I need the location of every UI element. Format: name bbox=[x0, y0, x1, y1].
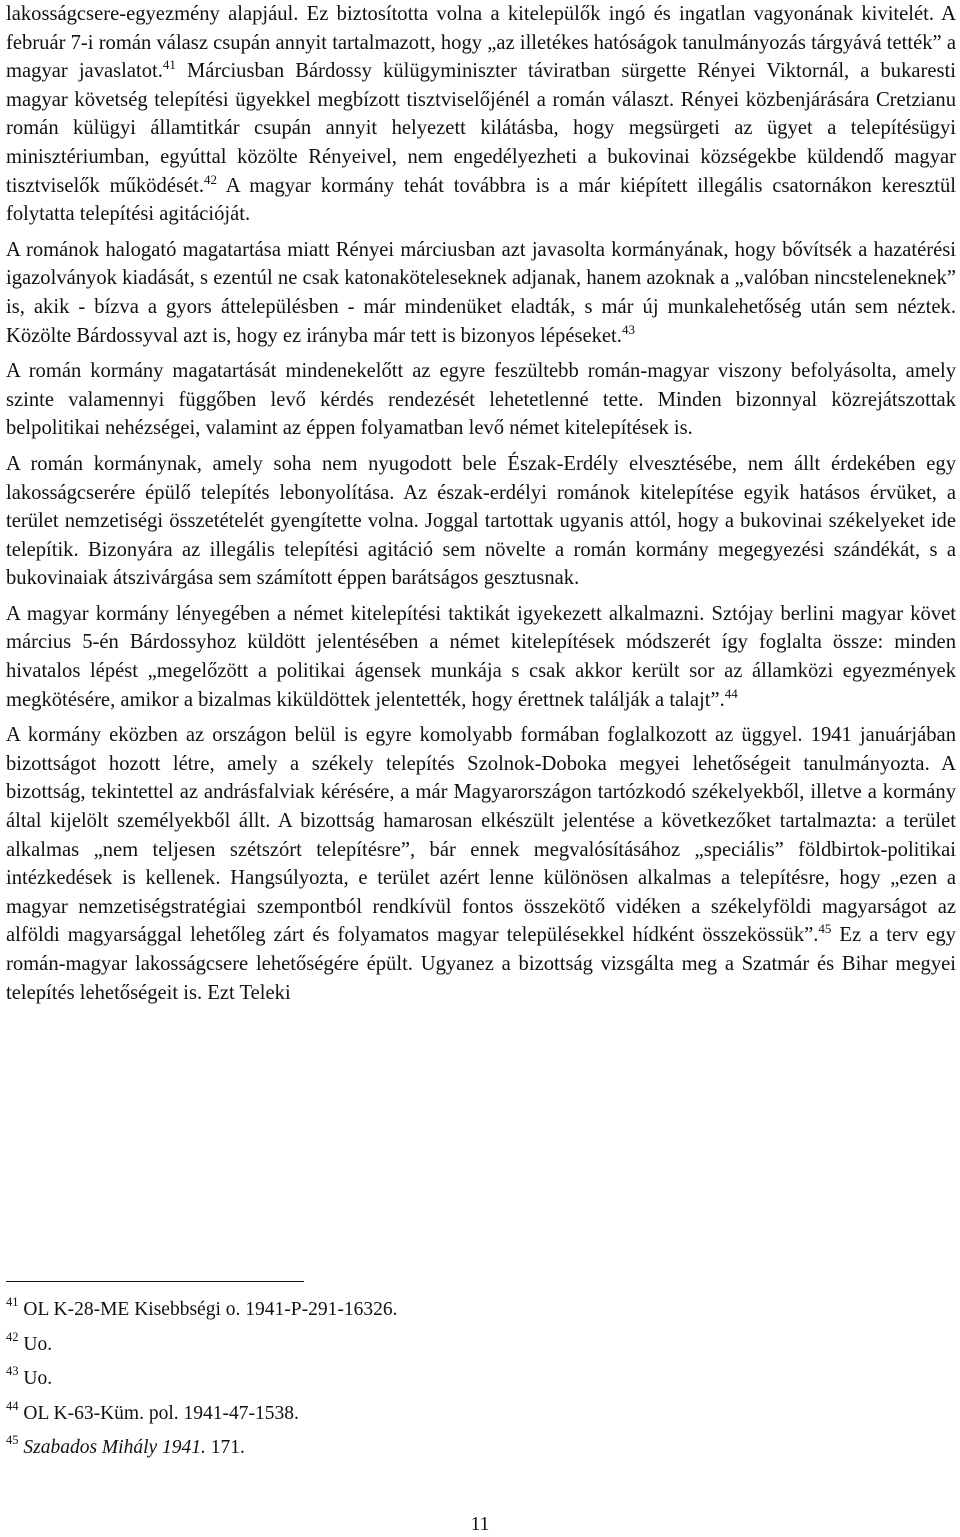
paragraph-text: lakosságcsere-egyezmény alapjául. Ez biztosította volna a kitelepülők ingó és ingatlan vagyonának kivitelét. A február 7-i román válasz csupán annyit tartalmazott, hogy „az illetékes hatóságok tanulmányozás tárgyává tették” a magyar javaslatot. bbox=[6, 3, 956, 83]
paragraph-text: Ez a terv egy román-magyar lakosságcsere lehetőségére épült. Ugyanez a bizottság vizsgálta meg a Szatmár és Bihar megyei telepítés lehetőségeit is. Ezt Teleki bbox=[6, 924, 956, 1004]
paragraph bbox=[6, 600, 956, 714]
footnote bbox=[6, 1293, 706, 1328]
paragraph bbox=[6, 0, 956, 229]
footnote bbox=[6, 1431, 706, 1466]
footnote-text: Uo. bbox=[23, 1333, 53, 1355]
footnote bbox=[6, 1397, 706, 1432]
footnote-number: 45 bbox=[6, 1433, 19, 1447]
paragraph-text: A magyar kormány tehát továbbra is a már kiépített illegális csatornákon keresztül folytatta telepítési agitációját. bbox=[6, 174, 957, 226]
footnote-number: 42 bbox=[6, 1329, 19, 1344]
footnote-citation-title: Szabados Mihály 1941. bbox=[23, 1437, 206, 1458]
paragraph-text: A románok halogató magatartása miatt Rényei márciusban azt javasolta kormányának, hogy bővítsék a hazatérési igazolványok kiadását, s ezentúl ne csak katonaköteleseknek adjanak, hanem azoknak a „valóban nincsteleneknek” is, akik - bízva a gyors áttelepülésben - már mindenüket eladták, s már új munkalehetőség után sem néztek. Közölte Bárdossyval azt is, hogy ez irányba már tett is bizonyos lépéseket. bbox=[6, 238, 956, 347]
paragraph-text: A román kormánynak, amely soha nem nyugodott bele Észak-Erdély elvesztésébe, nem állt érdekében egy lakosságcserére épülő telepítés lebonyolítása. Az észak-erdélyi románok kitelepítése egyik hatásos érvüket, a terület nemzetiségi összetételét gyengítette volna. Joggal tartottak ugyanis attól, hogy a bukovinai székelyeket ide telepítik. Bizonyára az illegális telepítési agitáció sem növelte a román kormány megegyezési szándékát, s a bukovinaiak átszivárgása sem számított éppen barátságos gesztusnak. bbox=[6, 452, 956, 590]
footnote-reference: 41 bbox=[162, 57, 176, 73]
paragraph bbox=[6, 357, 956, 443]
paragraph bbox=[6, 450, 956, 593]
footnote-reference: 42 bbox=[204, 171, 218, 187]
paragraph-text: A kormány eközben az országon belül is egyre komolyabb formában foglalkozott az üggyel. 1941 januárjában bizottságot hozott létre, amely a székely telepítés Szolnok-Doboka megyei lehetőségeit tanulmányozta. A bizottság, tekintettel az andrásfalviak kérésére, a már Magyarországon tartózkodó székelyekből, illetve a kormány által kijelölt személyekből állt. A bizottság hamarosan elkészült jelentése a következőket tartalmazta: a terület alkalmas „nem teljesen szétszórt telepítésre”, bár ennek megvalósításához „speciális” földbirtok-politikai intézkedések is kellenek. Hangsúlyozta, e terület azért lenne különösen alkalmas a telepítésre, hogy „ezen a magyar nemzetiségstratégiai szempontból rendkívül fontos összekötő vidéken a székelyföldi magyarságot az alföldi magyarsággal lehetőleg zárt és folyamatos magyar településekkel hídként összekössük”. bbox=[6, 724, 956, 947]
footnote-reference: 43 bbox=[621, 321, 635, 337]
paragraph-text: A magyar kormány lényegében a német kitelepítési taktikát igyekezett alkalmazni. Sztójay berlini magyar követ március 5-én Bárdossyhoz küldött jelentésében a német kitelepítések módszerét így foglalta össze: minden hivatalos lépést „megelőzött a politikai ágensek munkája s csak akkor került sor az államközi egyezmények megkötésére, amikor a bizalmas kiküldöttek jelentették, hogy érettnek találják a talajt”. bbox=[6, 602, 956, 711]
footnote-reference: 45 bbox=[818, 921, 832, 937]
footnotes bbox=[6, 1293, 706, 1466]
paragraph-text: A román kormány magatartását mindenekelőtt az egyre feszültebb román-magyar viszony befolyásolta, amely szinte valamennyi függőben levő kérdés rendezését lehetetlenné tette. Minden bizonnyal közrejátszottak belpolitikai nehézségei, valamint az éppen folyamatban levő német kitelepítések is. bbox=[6, 360, 956, 440]
footnote-text: OL K-28-ME Kisebbségi o. 1941-P-291-16326. bbox=[23, 1299, 398, 1320]
footnote-number: 41 bbox=[6, 1295, 19, 1309]
footnote-text: Uo. bbox=[23, 1368, 53, 1389]
footnote-reference: 44 bbox=[724, 685, 738, 701]
paragraph-text: Márciusban Bárdossy külügyminiszter táviratban sürgette Rényei Viktornál, a bukaresti magyar követség telepítési ügyekkel megbízott tisztviselőjénél a román választ. Rényei közbenjárására Cretzianu román külügyi államtitkár csupán annyit helyezett kilátásba, hogy megsürgeti az ügyet a telepítésügyi minisztériumban, egyúttal közölte Rényeivel, nem engedélyezheti a bukovinai községekbe küldendő magyar tisztviselők működését. bbox=[6, 60, 956, 197]
footnote-text: OL K-63-Küm. pol. 1941-47-1538. bbox=[23, 1402, 299, 1424]
paragraph bbox=[6, 236, 956, 350]
footnote bbox=[6, 1362, 706, 1397]
footnote-number: 44 bbox=[6, 1398, 19, 1413]
footnote bbox=[6, 1328, 706, 1363]
paragraph bbox=[6, 721, 956, 1007]
document-page bbox=[6, 0, 956, 1007]
page-number: 11 bbox=[470, 1514, 490, 1535]
footnote-number: 43 bbox=[6, 1364, 19, 1378]
footnote-text: 171. bbox=[205, 1437, 245, 1458]
footnote-separator bbox=[6, 1281, 304, 1282]
